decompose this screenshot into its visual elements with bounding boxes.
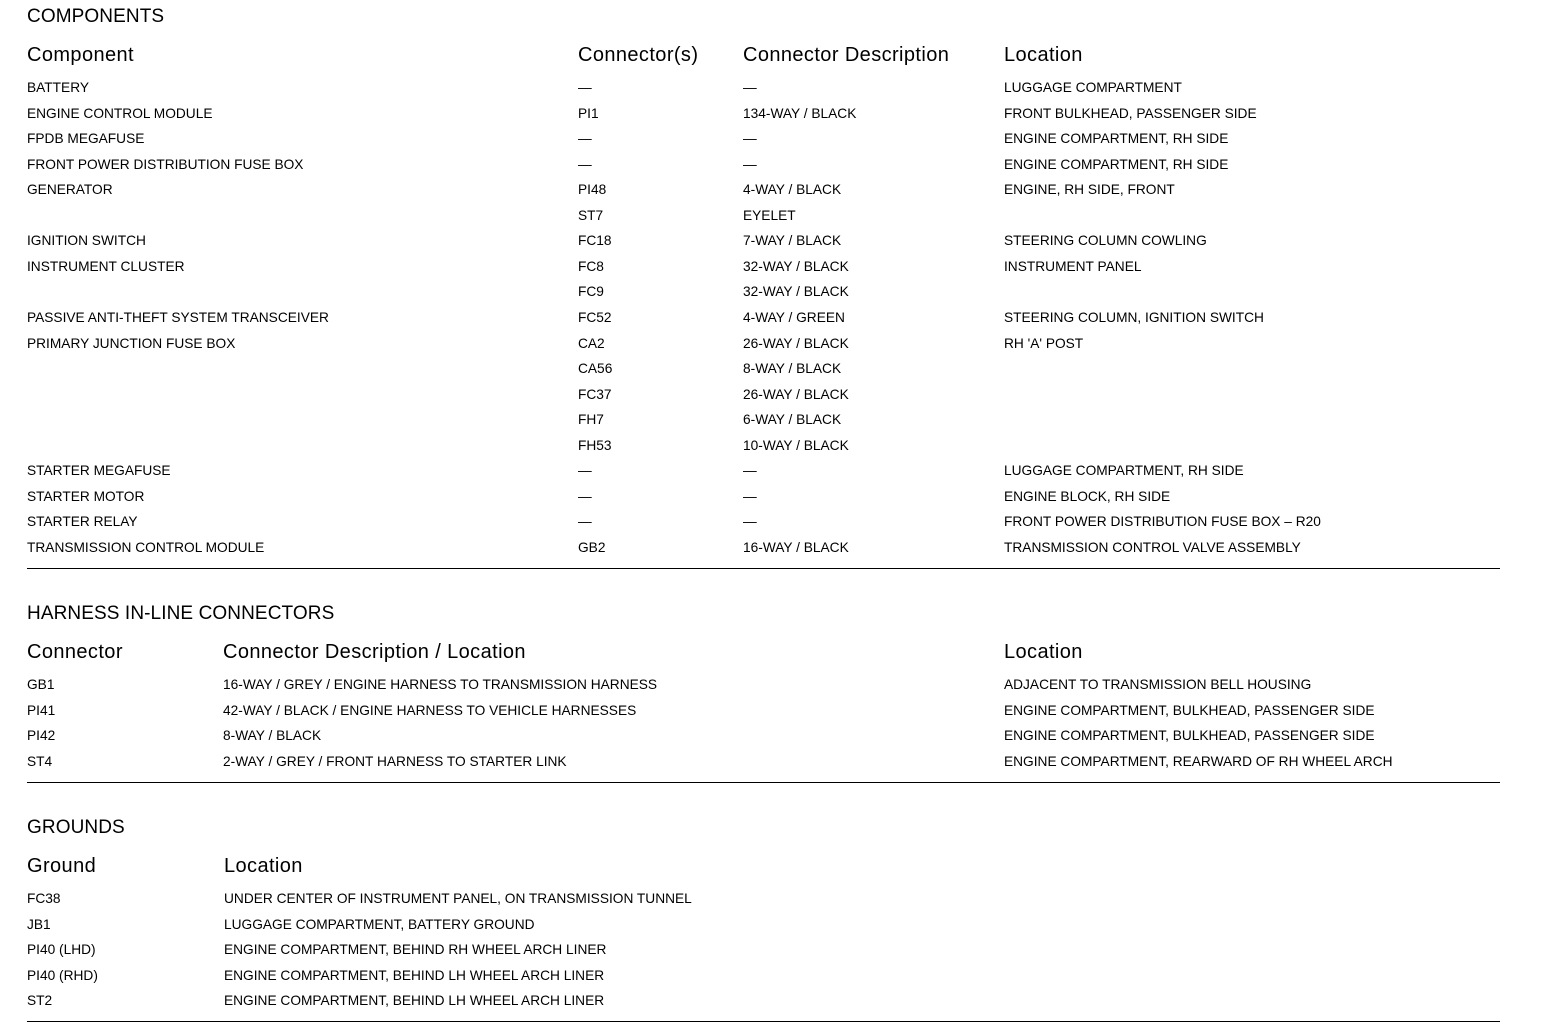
components-title: COMPONENTS [27, 6, 165, 27]
harness-cell-description: 8-WAY / BLACK [223, 727, 322, 744]
harness-cell-description: 16-WAY / GREY / ENGINE HARNESS TO TRANSMISSION HARNESS [223, 676, 658, 692]
components-cell-connector-description: — [743, 513, 757, 530]
components-cell-component-name: STARTER MEGAFUSE [27, 462, 171, 479]
components-cell-component-name: GENERATOR [27, 181, 113, 198]
components-header-location: Location [1004, 44, 1083, 66]
components-cell-connector: — [578, 155, 592, 172]
components-cell-connector: — [578, 79, 592, 95]
harness-header-location: Location [1004, 641, 1083, 663]
components-divider [27, 568, 1500, 569]
components-cell-connector-description: — [743, 462, 757, 479]
components-cell-connector: FH7 [578, 411, 604, 428]
grounds-header-ground: Ground [27, 855, 97, 877]
harness-header-description: Connector Description / Location [223, 641, 526, 663]
components-cell-connector-description: — [743, 155, 757, 172]
components-cell-connector-description: EYELET [743, 206, 796, 223]
harness-cell-location: ENGINE COMPARTMENT, REARWARD OF RH WHEEL ARCH [1004, 752, 1393, 769]
harness-cell-location: ENGINE COMPARTMENT, BULKHEAD, PASSENGER SIDE [1004, 727, 1375, 744]
components-cell-connector-description: 32-WAY / BLACK [743, 257, 849, 274]
components-cell-location: ENGINE COMPARTMENT, RH SIDE [1004, 155, 1229, 172]
harness-header-connector: Connector [27, 641, 123, 663]
components-cell-connector-description: 16-WAY / BLACK [743, 538, 849, 555]
harness-cell-description: 2-WAY / GREY / FRONT HARNESS TO STARTER LINK [223, 752, 567, 769]
components-cell-connector-description: 134-WAY / BLACK [743, 104, 857, 121]
components-cell-connector: FH53 [578, 436, 612, 453]
grounds-cell-location: ENGINE COMPARTMENT, BEHIND LH WHEEL ARCH LINER [224, 966, 605, 983]
harness-cell-connector: ST4 [27, 752, 53, 769]
components-cell-location: LUGGAGE COMPARTMENT, RH SIDE [1004, 462, 1244, 479]
grounds-cell-ground: PI40 (RHD) [27, 966, 98, 983]
components-cell-connector-description: 4-WAY / BLACK [743, 181, 842, 198]
harness-cell-location: ADJACENT TO TRANSMISSION BELL HOUSING [1004, 676, 1312, 692]
harness-cell-location: ENGINE COMPARTMENT, BULKHEAD, PASSENGER SIDE [1004, 701, 1375, 718]
components-cell-connector-description: 32-WAY / BLACK [743, 283, 849, 300]
components-cell-location: FRONT BULKHEAD, PASSENGER SIDE [1004, 104, 1257, 121]
grounds-cell-ground: FC38 [27, 890, 61, 906]
components-cell-location: STEERING COLUMN, IGNITION SWITCH [1004, 309, 1264, 325]
components-cell-component-name: ENGINE CONTROL MODULE [27, 104, 213, 121]
components-cell-connector: — [578, 130, 592, 147]
components-cell-connector: FC52 [578, 309, 612, 325]
components-cell-connector: — [578, 513, 592, 530]
components-cell-connector: GB2 [578, 538, 606, 555]
components-cell-component-name: PRIMARY JUNCTION FUSE BOX [27, 334, 236, 351]
components-cell-connector-description: 26-WAY / BLACK [743, 385, 849, 402]
components-header-connectors: Connector(s) [578, 44, 699, 66]
components-cell-connector-description: 7-WAY / BLACK [743, 232, 842, 249]
grounds-header-location: Location [224, 855, 303, 877]
components-cell-connector-description: — [743, 487, 757, 504]
grounds-cell-ground: PI40 (LHD) [27, 941, 96, 958]
components-cell-component-name: FPDB MEGAFUSE [27, 130, 145, 147]
components-cell-location: ENGINE COMPARTMENT, RH SIDE [1004, 130, 1229, 147]
components-header-component: Component [27, 44, 134, 66]
harness-title: HARNESS IN-LINE CONNECTORS [27, 603, 335, 624]
components-header-description: Connector Description [743, 44, 950, 66]
components-cell-connector-description: 6-WAY / BLACK [743, 411, 842, 428]
components-cell-connector: FC37 [578, 385, 612, 402]
components-cell-component-name: PASSIVE ANTI-THEFT SYSTEM TRANSCEIVER [27, 309, 329, 325]
components-cell-location: LUGGAGE COMPARTMENT [1004, 79, 1182, 95]
components-cell-component-name: IGNITION SWITCH [27, 232, 146, 249]
components-cell-location: INSTRUMENT PANEL [1004, 257, 1142, 274]
components-cell-component-name: INSTRUMENT CLUSTER [27, 257, 185, 274]
harness-cell-description: 42-WAY / BLACK / ENGINE HARNESS TO VEHICLE HARNESSES [223, 701, 637, 718]
components-cell-connector: CA56 [578, 360, 613, 377]
components-cell-component-name: TRANSMISSION CONTROL MODULE [27, 538, 265, 555]
grounds-cell-location: UNDER CENTER OF INSTRUMENT PANEL, ON TRANSMISSION TUNNEL [224, 890, 692, 906]
components-cell-connector: — [578, 462, 592, 479]
grounds-cell-location: LUGGAGE COMPARTMENT, BATTERY GROUND [224, 915, 535, 932]
components-cell-connector-description: — [743, 79, 757, 95]
components-cell-connector: FC18 [578, 232, 612, 249]
components-cell-location: RH 'A' POST [1004, 334, 1084, 351]
components-cell-connector: ST7 [578, 206, 604, 223]
harness-cell-connector: PI42 [27, 727, 56, 744]
components-cell-connector: PI1 [578, 104, 599, 121]
components-cell-connector-description: 26-WAY / BLACK [743, 334, 849, 351]
harness-divider [27, 782, 1500, 783]
grounds-cell-ground: JB1 [27, 915, 51, 932]
components-cell-connector: FC9 [578, 283, 604, 300]
components-cell-connector-description: 10-WAY / BLACK [743, 436, 849, 453]
components-cell-location: FRONT POWER DISTRIBUTION FUSE BOX – R20 [1004, 513, 1321, 530]
components-cell-connector-description: — [743, 130, 757, 147]
harness-cell-connector: GB1 [27, 676, 55, 692]
components-cell-component-name: BATTERY [27, 79, 90, 95]
harness-cell-connector: PI41 [27, 701, 56, 718]
grounds-cell-location: ENGINE COMPARTMENT, BEHIND RH WHEEL ARCH LINER [224, 941, 607, 958]
components-cell-location: TRANSMISSION CONTROL VALVE ASSEMBLY [1004, 538, 1301, 555]
components-cell-location: ENGINE BLOCK, RH SIDE [1004, 487, 1171, 504]
grounds-title: GROUNDS [27, 817, 125, 838]
components-cell-connector-description: 4-WAY / GREEN [743, 309, 845, 325]
components-cell-connector: FC8 [578, 257, 604, 274]
components-cell-connector: PI48 [578, 181, 607, 198]
components-cell-location: STEERING COLUMN COWLING [1004, 232, 1207, 249]
components-cell-component-name: FRONT POWER DISTRIBUTION FUSE BOX [27, 155, 304, 172]
grounds-divider [27, 1021, 1500, 1022]
components-cell-connector: — [578, 487, 592, 504]
grounds-cell-location: ENGINE COMPARTMENT, BEHIND LH WHEEL ARCH LINER [224, 992, 605, 1009]
components-cell-connector: CA2 [578, 334, 605, 351]
components-cell-component-name: STARTER MOTOR [27, 487, 145, 504]
grounds-cell-ground: ST2 [27, 992, 53, 1009]
components-cell-component-name: STARTER RELAY [27, 513, 138, 530]
components-cell-connector-description: 8-WAY / BLACK [743, 360, 842, 377]
components-cell-location: ENGINE, RH SIDE, FRONT [1004, 181, 1175, 198]
